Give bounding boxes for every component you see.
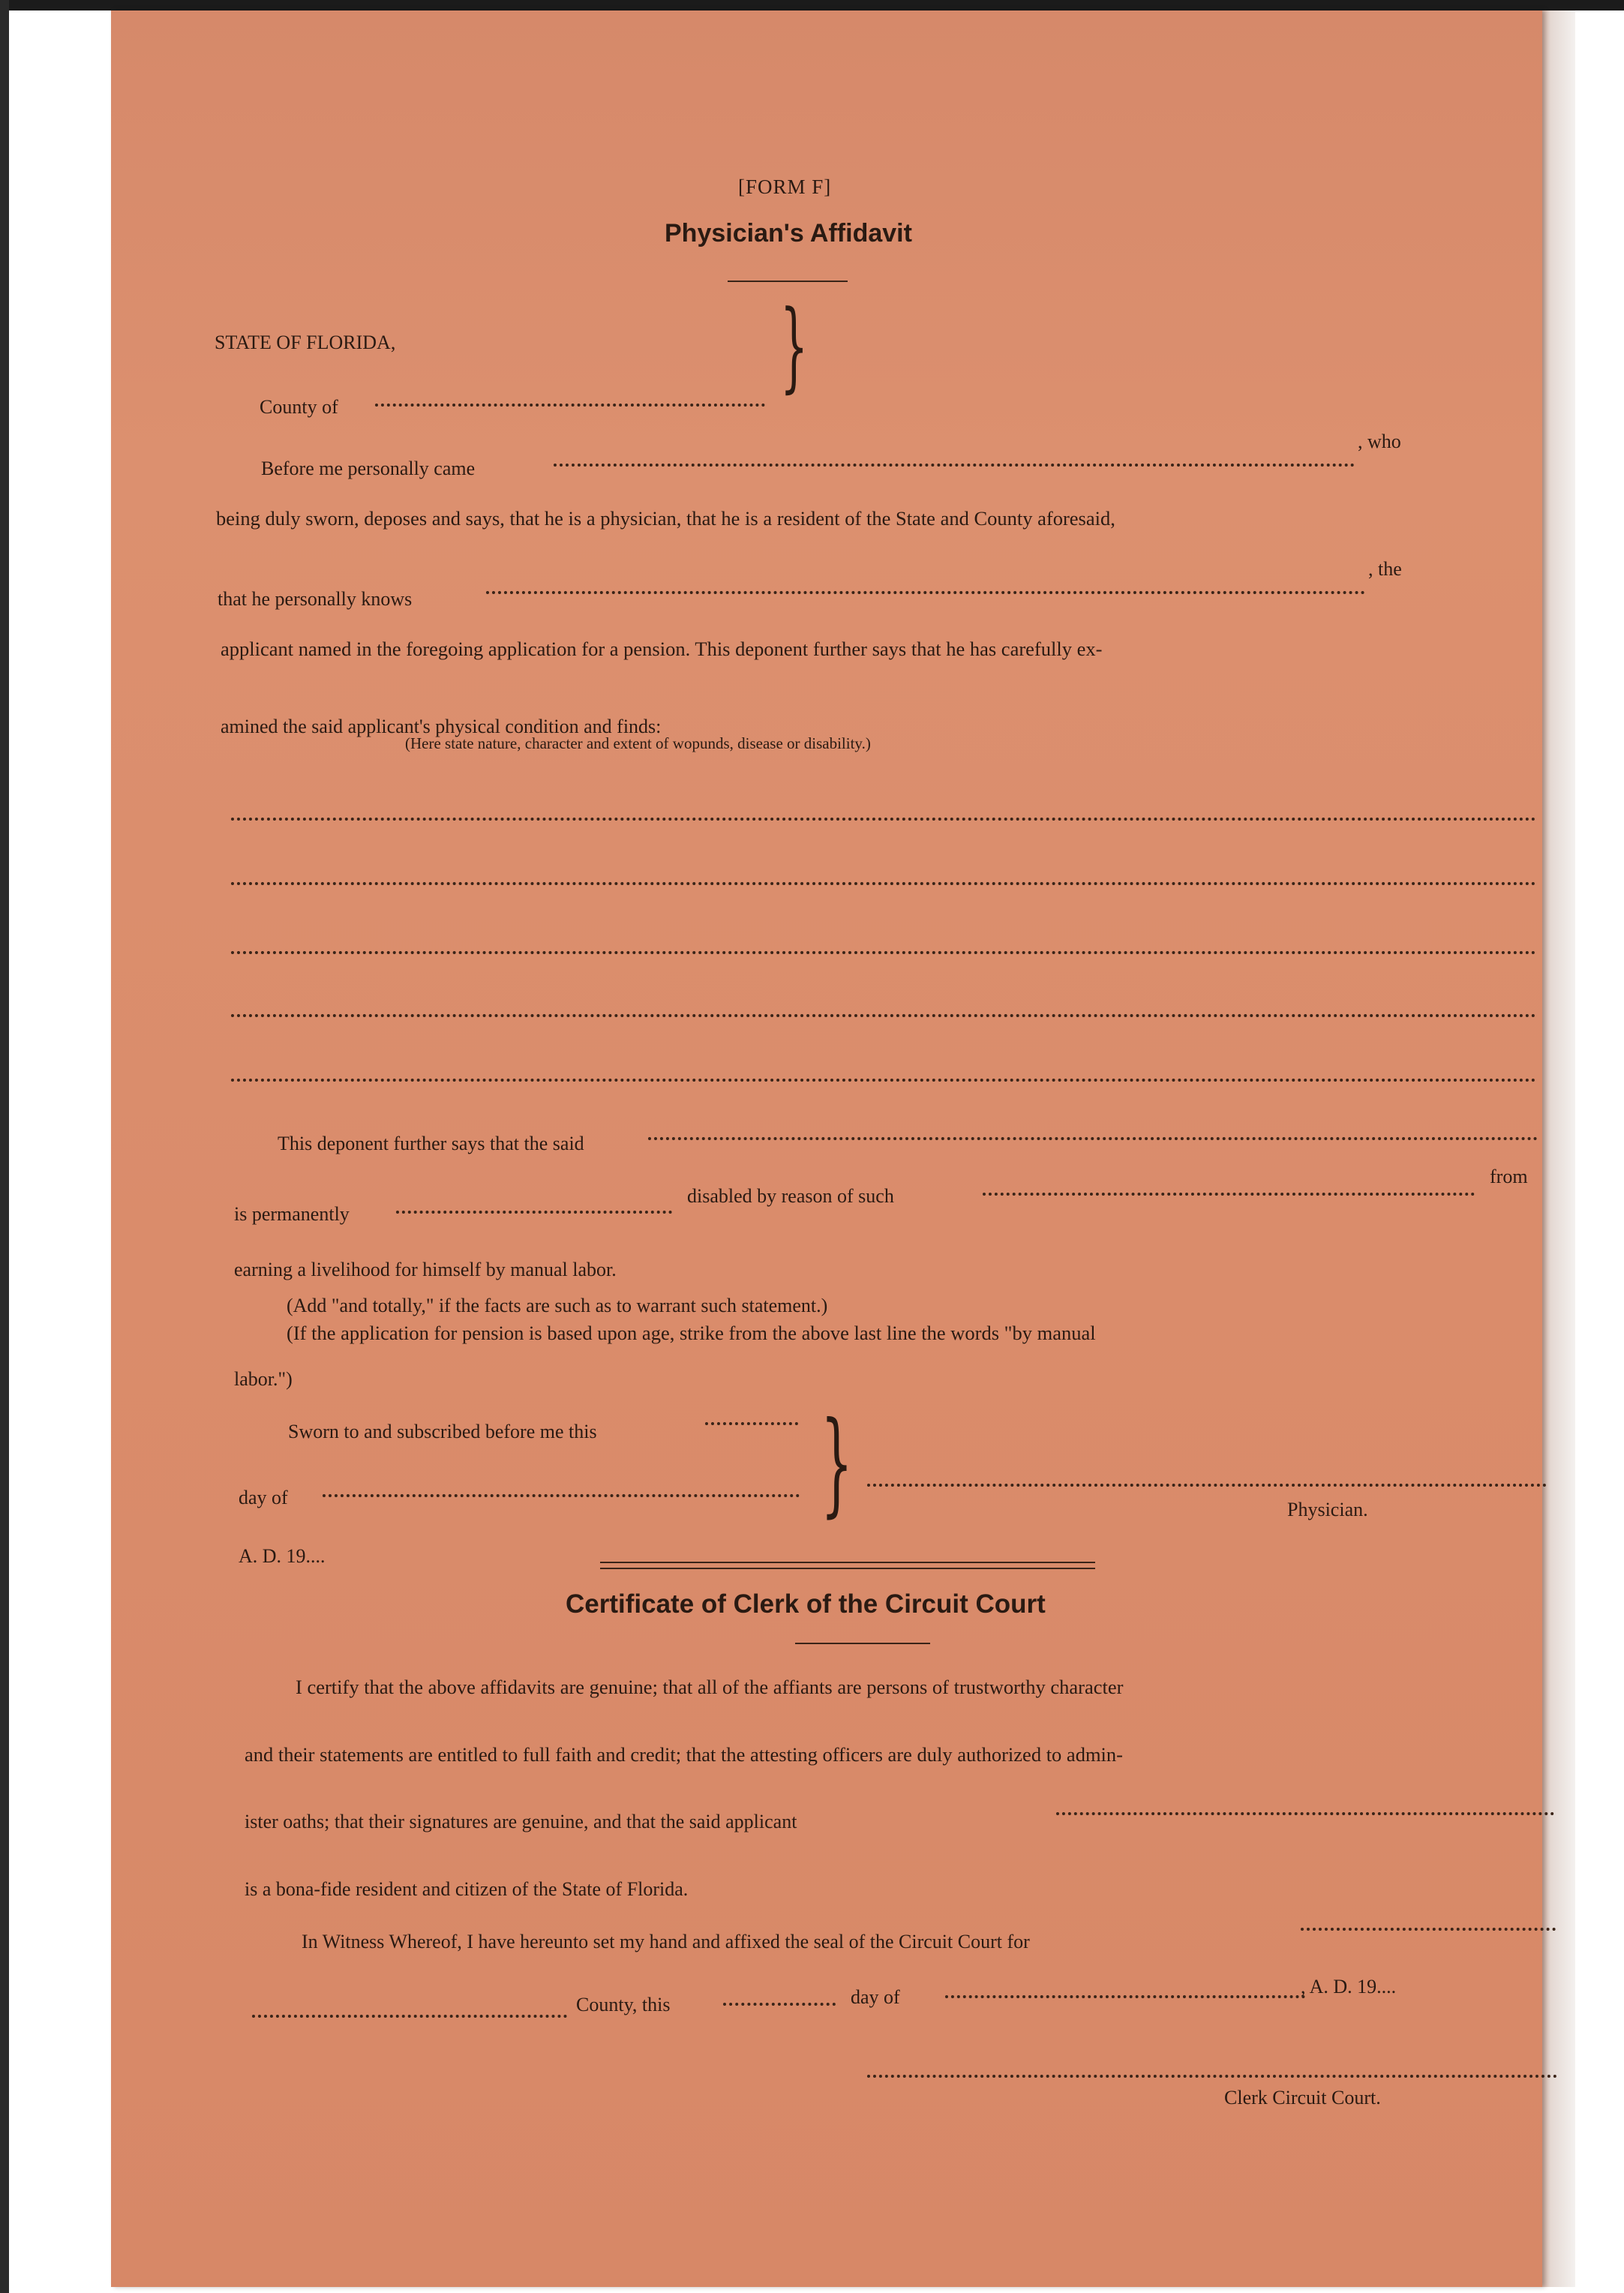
findings-line-2[interactable] <box>231 882 1536 885</box>
known-applicant-field[interactable] <box>486 591 1365 594</box>
certificate-line-1: I certify that the above affidavits are genuine; that all of the affiants are persons of trustworthy character <box>296 1676 1124 1698</box>
the-label: , the <box>1368 558 1402 580</box>
findings-line-4[interactable] <box>231 1014 1536 1017</box>
permanently-label: is permanently <box>234 1203 350 1225</box>
county-this-label: County, this <box>576 1994 671 2015</box>
certificate-line-3: ister oaths; that their signatures are genuine, and that the said applicant <box>245 1811 797 1832</box>
scan-top-border <box>0 0 1624 11</box>
sworn-statement: being duly sworn, deposes and says, that he is a physician, that he is a resident of the State and County aforesaid, <box>216 507 1115 530</box>
further-says-field[interactable] <box>648 1137 1538 1140</box>
certificate-double-rule-bottom <box>600 1568 1095 1569</box>
state-label: STATE OF FLORIDA, <box>215 332 396 353</box>
sworn-month-field[interactable] <box>323 1494 800 1497</box>
findings-line-5[interactable] <box>231 1079 1536 1082</box>
form-label: [FORM F] <box>738 176 832 198</box>
certificate-title: Certificate of Clerk of the Circuit Court <box>566 1589 1046 1619</box>
certificate-title-rule <box>795 1643 930 1644</box>
state-county-brace: } <box>780 289 809 403</box>
state-nature-note: (Here state nature, character and extent of wopunds, disease or disability.) <box>405 734 871 752</box>
certificate-applicant-field[interactable] <box>1056 1812 1554 1815</box>
form-sheet <box>111 11 1542 2287</box>
disabled-label: disabled by reason of such <box>687 1185 894 1207</box>
certificate-double-rule-top <box>600 1562 1095 1563</box>
examined-statement: amined the said applicant's physical condition and finds: <box>221 716 662 737</box>
clerk-label: Clerk Circuit Court. <box>1224 2087 1381 2108</box>
certificate-day-of-label: day of <box>851 1986 900 2008</box>
further-says-label: This deponent further says that the said <box>278 1133 584 1154</box>
personally-came-label: Before me personally came <box>261 458 476 479</box>
affidavit-title: Physician's Affidavit <box>665 219 912 248</box>
certificate-line-4: is a bona-fide resident and citizen of the State of Florida. <box>245 1878 689 1900</box>
witness-month-field[interactable] <box>945 1995 1305 1998</box>
affiant-name-field[interactable] <box>554 464 1355 467</box>
year-label: A. D. 19.... <box>239 1545 326 1567</box>
witness-line: In Witness Whereof, I have hereunto set my hand and affixed the seal of the Circuit Court for <box>302 1931 1030 1952</box>
findings-line-3[interactable] <box>231 951 1536 954</box>
sworn-brace: } <box>821 1398 853 1529</box>
personally-knows-label: that he personally knows <box>218 588 413 610</box>
certificate-year-label: , A. D. 19.... <box>1301 1976 1397 1997</box>
who-label: , who <box>1358 431 1401 452</box>
disability-field[interactable] <box>983 1193 1475 1196</box>
certificate-line-2: and their statements are entitled to full faith and credit; that the attesting officers are duly authorized to admin- <box>245 1743 1123 1766</box>
witness-county-field[interactable] <box>252 2015 567 2018</box>
sworn-to-label: Sworn to and subscribed before me this <box>288 1421 597 1442</box>
from-label: from <box>1490 1166 1528 1187</box>
permanently-field[interactable] <box>396 1211 672 1214</box>
livelihood-line: earning a livelihood for himself by manual labor. <box>234 1259 617 1280</box>
age-note: (If the application for pension is based upon age, strike from the above last line the words "by manual <box>287 1322 1096 1344</box>
applicant-statement: applicant named in the foregoing application for a pension. This deponent further says that he has carefully ex- <box>221 638 1103 660</box>
scan-left-border <box>0 0 9 2293</box>
labor-close: labor.") <box>234 1368 293 1390</box>
add-totally-note: (Add "and totally," if the facts are such as to warrant such statement.) <box>287 1295 828 1316</box>
clerk-signature-field[interactable] <box>867 2075 1557 2078</box>
findings-line-1[interactable] <box>231 818 1536 821</box>
county-label: County of <box>260 396 338 418</box>
witness-court-field[interactable] <box>1301 1928 1556 1931</box>
title-rule <box>728 281 848 282</box>
sworn-day-field[interactable] <box>705 1422 798 1425</box>
physician-label: Physician. <box>1287 1499 1368 1520</box>
day-of-label: day of <box>239 1487 288 1508</box>
witness-day-field[interactable] <box>723 2003 836 2006</box>
physician-signature-field[interactable] <box>867 1484 1547 1487</box>
county-field[interactable] <box>375 404 765 407</box>
